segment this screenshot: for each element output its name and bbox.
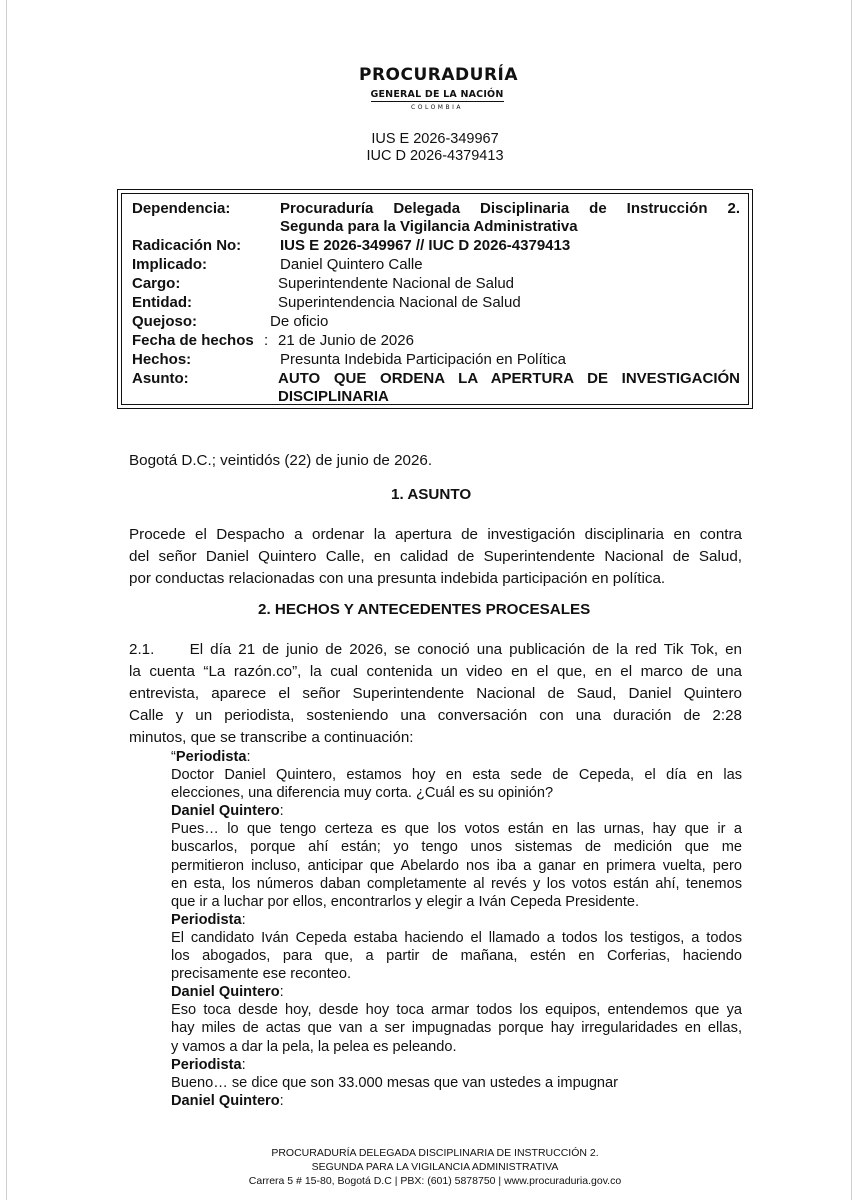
- dependencia-value-line2: Segunda para la Vigilancia Administrativa: [280, 218, 578, 235]
- case-info-box: [117, 189, 753, 409]
- section-2-line: entrevista, aparece el señor Superintendente Nacional de Saud, Daniel Quintero: [129, 685, 742, 702]
- speaker-colon: :: [279, 803, 284, 820]
- dependencia-label: Dependencia:: [132, 200, 231, 217]
- speaker-name: Periodista: [171, 911, 242, 928]
- transcript-line: que ir a luchar por ellos, encontrarlos y elegir a Iván Cepeda Presidente.: [171, 893, 640, 910]
- speaker-name: Periodista: [171, 1056, 242, 1073]
- logo-sub-text: GENERAL DE LA NACIÓN: [370, 89, 504, 100]
- document-page: [6, 0, 852, 1200]
- radicacion-value: IUS E 2026-349967 // IUC D 2026-4379413: [280, 237, 571, 254]
- footer-line-2: SEGUNDA PARA LA VIGILANCIA ADMINISTRATIVA: [311, 1161, 559, 1173]
- ius-reference: IUS E 2026-349967: [371, 131, 499, 147]
- transcript-line: Pues… lo que tengo certeza es que los votos están en las urnas, hay que ir a: [171, 821, 742, 838]
- logo-main-text: PROCURADURÍA: [359, 65, 519, 85]
- hechos-value: Presunta Indebida Participación en Política: [280, 351, 567, 368]
- transcript-line: Eso toca desde hoy, desde hoy toca armar todos los equipos, entendemos que ya: [171, 1002, 742, 1019]
- transcript-line: los abogados, para que, a partir de mañana, estén en Corferias, haciendo: [171, 948, 742, 965]
- implicado-label: Implicado:: [132, 256, 208, 273]
- entidad-value: Superintendencia Nacional de Salud: [278, 294, 521, 311]
- procuraduria-logo: [359, 65, 519, 111]
- interview-transcript: [171, 748, 742, 1110]
- speaker-label: [171, 802, 742, 820]
- radicacion-label: Radicación No:: [132, 237, 242, 254]
- transcript-line: en esta, los números daban completamente al revés y los votos están ahí, tenemos: [171, 875, 742, 892]
- transcript-line: El candidato Iván Cepeda estaba haciendo el llamado a todos los testigos, a todos: [171, 929, 742, 946]
- entidad-label: Entidad:: [132, 294, 192, 311]
- date-line: Bogotá D.C.; veintidós (22) de junio de 2026.: [129, 452, 433, 469]
- case-info-inner-border: [121, 193, 749, 405]
- asunto-label: Asunto:: [132, 370, 189, 387]
- dependencia-value-line1: Procuraduría Delegada Disciplinaria de Instrucción 2.: [280, 200, 740, 217]
- transcript-line: buscarlos, porque ahí están; yo tengo unos sistemas de medición que me: [171, 839, 742, 856]
- section-2-line: Calle y un periodista, sosteniendo una conversación con una duración de 2:28: [129, 707, 742, 724]
- transcript-line: permitieron incluso, anticipar que Abelardo nos iba a ganar en primera vuelta, pero: [171, 857, 742, 874]
- section-1-paragraph: [129, 524, 742, 590]
- speaker-colon: :: [241, 1056, 246, 1073]
- section-2-paragraph: [129, 639, 742, 749]
- transcript-line: elecciones, una diferencia muy corta. ¿Cuál es su opinión?: [171, 785, 554, 802]
- speaker-name: Daniel Quintero: [171, 984, 280, 1001]
- speaker-name: Daniel Quintero: [171, 803, 280, 820]
- transcript-line: Doctor Daniel Quintero, estamos hoy en esta sede de Cepeda, el día en las: [171, 767, 742, 784]
- speaker-label: [171, 911, 742, 929]
- speaker-label: [171, 1056, 742, 1074]
- cargo-label: Cargo:: [132, 275, 181, 292]
- iuc-reference: IUC D 2026-4379413: [366, 148, 504, 164]
- quejoso-label: Quejoso:: [132, 313, 198, 330]
- section-1-line: Procede el Despacho a ordenar la apertura de investigación disciplinaria en contra: [129, 526, 742, 543]
- speaker-label: [171, 983, 742, 1001]
- section-1-heading: 1. ASUNTO: [391, 486, 472, 503]
- transcript-line: precisamente ese reconteo.: [171, 966, 352, 983]
- logo-country-text: COLOMBIA: [411, 104, 463, 111]
- footer-line-3: Carrera 5 # 15-80, Bogotá D.C | PBX: (601) 5878750 | www.procuraduria.gov.co: [248, 1175, 622, 1187]
- transcript-line: hay miles de actas que van a ser impugnadas porque hay irregularidades en ellas,: [171, 1020, 742, 1037]
- hechos-label: Hechos:: [132, 351, 192, 368]
- fecha-label: Fecha de hechos: [132, 332, 254, 349]
- speaker-label: [171, 748, 742, 766]
- quejoso-value: De oficio: [270, 313, 329, 330]
- speaker-colon: :: [279, 1092, 284, 1109]
- section-2-line: la cuenta “La razón.co”, la cual contenida un video en el que, en el marco de una: [129, 663, 742, 680]
- fecha-colon: :: [264, 332, 269, 349]
- open-quote: “: [171, 749, 176, 765]
- transcript-line: Bueno… se dice que son 33.000 mesas que van ustedes a impugnar: [171, 1074, 619, 1091]
- section-2-line: 2.1. El día 21 de junio de 2026, se conoció una publicación de la red Tik Tok, en: [129, 641, 742, 658]
- implicado-value: Daniel Quintero Calle: [280, 256, 423, 273]
- reference-numbers: [307, 131, 563, 165]
- footer-line-1: PROCURADURÍA DELEGADA DISCIPLINARIA DE INSTRUCCIÓN 2.: [271, 1147, 599, 1159]
- fecha-value: 21 de Junio de 2026: [278, 332, 414, 349]
- page-footer: [207, 1146, 663, 1188]
- section-1-line: por conductas relacionadas con una presunta indebida participación en política.: [129, 570, 666, 587]
- speaker-label: [171, 1092, 742, 1110]
- section-2-heading: 2. HECHOS Y ANTECEDENTES PROCESALES: [258, 601, 591, 618]
- section-1-line: del señor Daniel Quintero Calle, en calidad de Superintendente Nacional de Salud,: [129, 548, 742, 565]
- speaker-name: Daniel Quintero: [171, 1092, 280, 1109]
- speaker-colon: :: [241, 911, 246, 928]
- transcript-line: y vamos a dar la pela, la pelea es peleando.: [171, 1038, 457, 1055]
- asunto-value-line1: AUTO QUE ORDENA LA APERTURA DE INVESTIGACIÓN: [278, 370, 740, 387]
- asunto-value-line2: DISCIPLINARIA: [278, 388, 389, 405]
- speaker-colon: :: [246, 749, 251, 765]
- speaker-colon: :: [279, 984, 284, 1001]
- speaker-name: Periodista: [175, 749, 247, 765]
- cargo-value: Superintendente Nacional de Salud: [278, 275, 515, 292]
- section-2-line: minutos, que se transcribe a continuación:: [129, 729, 414, 746]
